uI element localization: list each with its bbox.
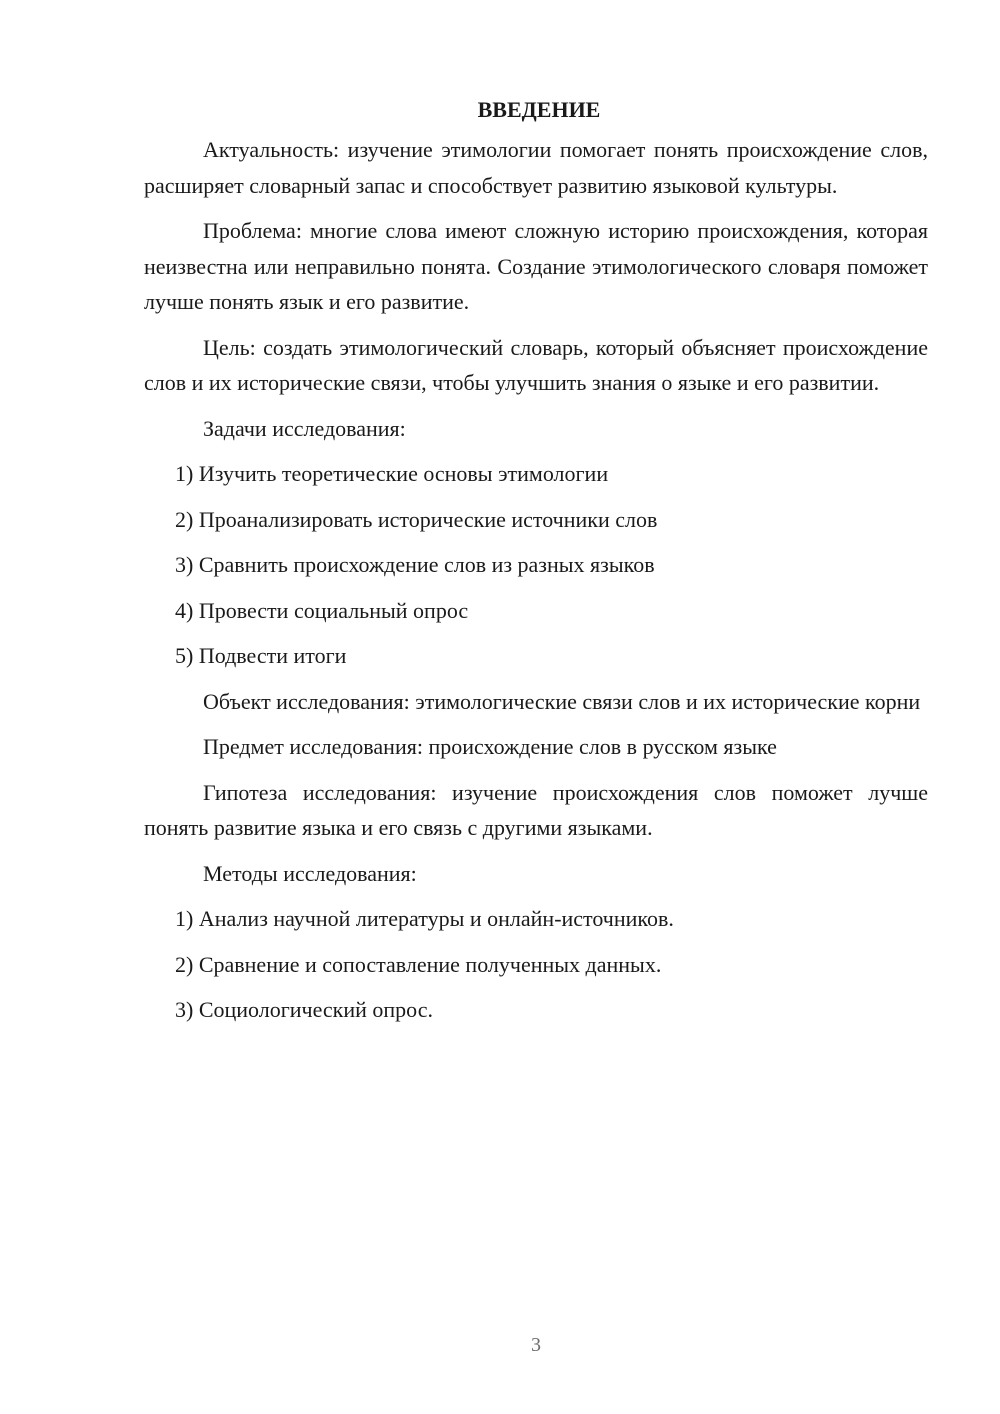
task-item: 2) Проанализировать исторические источники слов [175,506,658,532]
subject-line: Предмет исследования: происхождение слов в русском языке [203,734,777,759]
tasks-heading: Задачи исследования: [203,415,406,441]
document-page [144,92,928,1038]
goal-paragraph: Цель: создать этимологический словарь, который объясняет происхождение слов и их исторические связи, чтобы улучшить знания о языке и его развитии. [144,334,928,395]
method-item: 3) Социологический опрос. [175,997,433,1022]
task-item: 1) Изучить теоретические основы этимологии [175,461,609,486]
task-item: 3) Сравнить происхождение слов из разных языков [175,552,655,577]
method-item: 1) Анализ научной литературы и онлайн-источников. [175,906,674,931]
relevance-paragraph: Актуальность: изучение этимологии помогает понять происхождение слов, расширяет словарный запас и способствует развитию языковой культуры. [144,137,928,198]
problem-paragraph: Проблема: многие слова имеют сложную историю происхождения, которая неизвестна или неправильно понята. Создание этимологического словаря поможет лучше понять язык и его развитие. [144,218,928,314]
task-item: 5) Подвести итоги [175,643,347,668]
methods-heading: Методы исследования: [203,860,417,886]
method-item: 2) Сравнение и сопоставление полученных данных. [175,951,662,977]
hypothesis-paragraph: Гипотеза исследования: изучение происхождения слов поможет лучше понять развитие языка и его связь с другими языками. [144,779,928,840]
section-title: ВВЕДЕНИЕ [477,97,601,122]
page-number: 3 [531,1334,541,1356]
object-paragraph: Объект исследования: этимологические связи слов и их исторические корни [203,688,921,714]
task-item: 4) Провести социальный опрос [175,597,469,623]
